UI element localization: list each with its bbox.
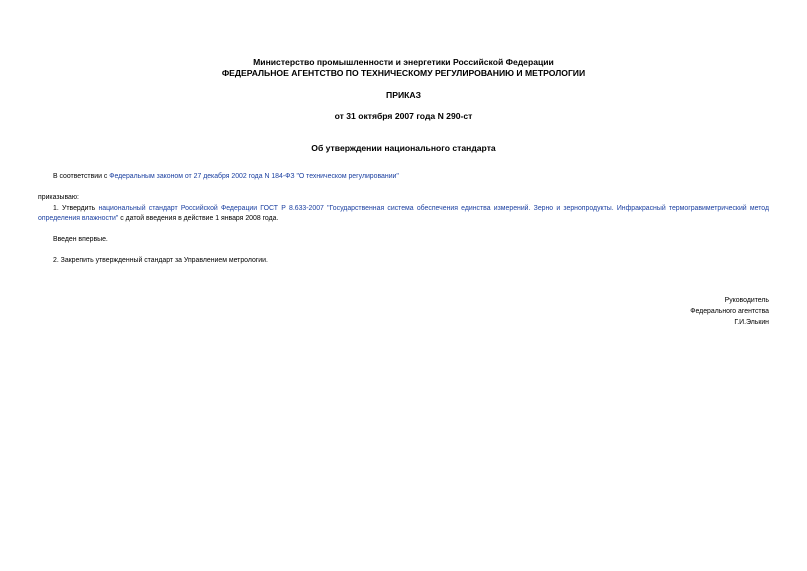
document-type-heading: ПРИКАЗ: [386, 90, 421, 100]
signature-title-line-1: Руководитель: [724, 297, 769, 304]
federal-law-link[interactable]: Федеральным законом от 27 декабря 2002 года N 184-ФЗ "О техническом регулировании": [109, 173, 399, 180]
item-1-prefix-text: 1. Утвердить: [53, 205, 99, 212]
signature-name: Г.И.Элькин: [734, 319, 769, 326]
item-1-suffix-text: с датой введения в действие 1 января 2008 года.: [118, 215, 279, 222]
intro-prefix-text: В соответствии с: [53, 173, 110, 180]
item-2-paragraph: 2. Закрепить утвержденный стандарт за Управлением метрологии.: [53, 257, 268, 264]
item-1-paragraph: [38, 204, 769, 224]
order-word: приказываю:: [38, 194, 79, 201]
signature-title-line-2: Федерального агентства: [690, 308, 769, 315]
standard-link[interactable]: национальный стандарт Российской Федерации ГОСТ Р 8.633-2007 "Государственная система обеспечения единства измерений. Зерно и зернопродукты. Инфракрасный термогравиметрический метод определения влажности": [38, 205, 769, 222]
date-number-heading: от 31 октября 2007 года N 290-ст: [334, 111, 473, 121]
introduced-note: Введен впервые.: [53, 236, 108, 243]
agency-heading: ФЕДЕРАЛЬНОЕ АГЕНТСТВО ПО ТЕХНИЧЕСКОМУ РЕГУЛИРОВАНИЮ И МЕТРОЛОГИИ: [221, 68, 586, 78]
subject-heading: Об утверждении национального стандарта: [311, 143, 496, 153]
intro-paragraph: [53, 172, 399, 182]
ministry-heading: Министерство промышленности и энергетики Российской Федерации: [253, 57, 554, 67]
